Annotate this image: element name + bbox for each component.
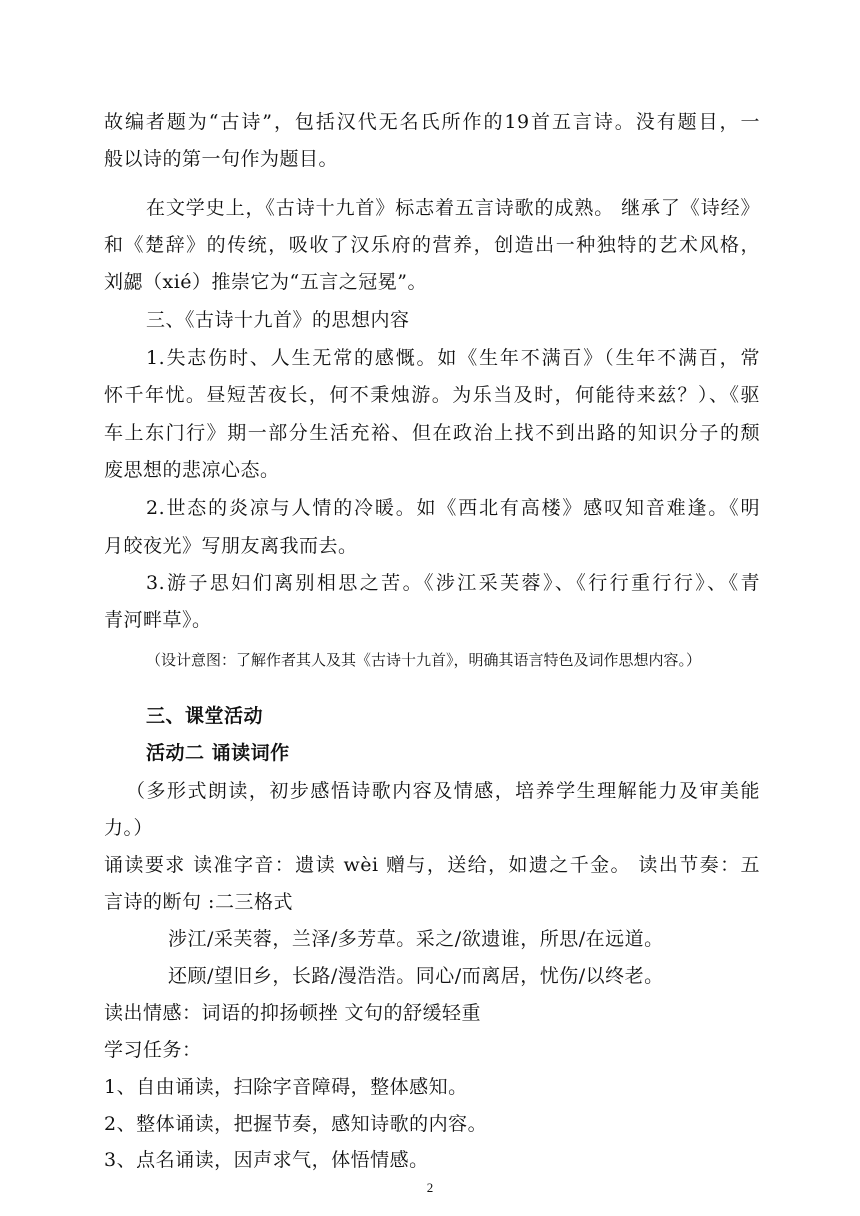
paragraph-line: 故编者题为“古诗”，包括汉代无名氏所作的19首五言诗。没有题目，一 [104, 111, 760, 133]
paragraph-line: 学习任务： [104, 1039, 202, 1061]
paragraph-line: 3.游子思妇们离别相思之苦。《涉江采芙蓉》、《行行重行行》、《青 [146, 572, 760, 594]
paragraph-line: 诵读要求 读准字音：遗读 wèi 赠与，送给，如遗之千金。 读出节奏：五 [104, 854, 760, 876]
list-item: 1、自由诵读，扫除字音障碍，整体感知。 [104, 1076, 468, 1098]
paragraph-line: 月皎夜光》写朋友离我而去。 [104, 535, 358, 557]
paragraph-line: 读出情感：词语的抑扬顿挫 文句的舒缓轻重 [104, 1002, 482, 1024]
paragraph-line: （多形式朗读，初步感悟诗歌内容及情感，培养学生理解能力及审美能 [126, 780, 760, 802]
paragraph-line: 般以诗的第一句作为题目。 [104, 148, 339, 170]
paragraph-line: 言诗的断句 :二三格式 [104, 891, 293, 913]
poem-line: 还顾/望旧乡，长路/漫浩浩。同心/而离居，忧伤/以终老。 [168, 965, 664, 987]
paragraph-line: 刘勰（xié）推崇它为“五言之冠冕”。 [104, 271, 427, 293]
poem-line: 涉江/采芙蓉，兰泽/多芳草。采之/欲遗谁，所思/在远道。 [168, 928, 664, 950]
paragraph-line: 力。） [104, 817, 154, 839]
list-item: 3、点名诵读，因声求气，体悟情感。 [104, 1149, 429, 1171]
paragraph-line: 和《楚辞》的传统，吸收了汉乐府的营养，创造出一种独特的艺术风格， [104, 234, 760, 256]
paragraph-line: 1.失志伤时、人生无常的感慨。如《生年不满百》（生年不满百，常 [146, 347, 760, 369]
page-number: 2 [426, 1180, 434, 1195]
section-heading: 三、《古诗十九首》的思想内容 [146, 309, 410, 331]
paragraph-line: 2.世态的炎凉与人情的冷暖。如《西北有高楼》感叹知音难逢。《明 [146, 497, 760, 519]
paragraph-line: 怀千年忧。昼短苦夜长，何不秉烛游。为乐当及时，何能待来兹？）、《驱 [104, 384, 760, 406]
paragraph-line: 在文学史上，《古诗十九首》标志着五言诗歌的成熟。 继承了《诗经》 [146, 197, 760, 219]
paragraph-line: 车上东门行》期一部分生活充裕、但在政治上找不到出路的知识分子的颓 [104, 422, 760, 444]
design-note: （设计意图：了解作者其人及其《古诗十九首》，明确其语言特色及词作思想内容。） [146, 651, 702, 669]
section-heading: 三、课堂活动 [146, 705, 264, 727]
paragraph-line: 青河畔草》。 [104, 609, 212, 631]
list-item: 2、整体诵读，把握节奏，感知诗歌的内容。 [104, 1113, 488, 1135]
activity-heading: 活动二 诵读词作 [146, 742, 290, 764]
paragraph-line: 废思想的悲凉心态。 [104, 459, 280, 481]
